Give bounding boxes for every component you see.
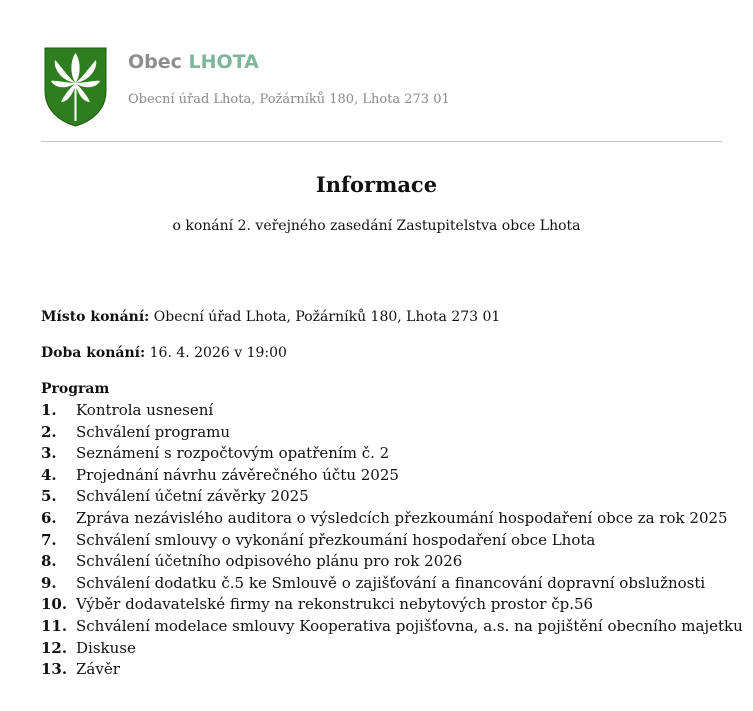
program-item-number: 2.	[41, 422, 57, 441]
program-item-number: 1.	[41, 401, 57, 419]
program-item-number: 12.	[41, 638, 68, 657]
program-item	[41, 465, 743, 487]
program-item-text: Schválení modelace smlouvy Kooperativa pojišťovna, a.s. na pojištění obecního majetku	[76, 616, 743, 635]
org-name-main: LHOTA	[188, 51, 259, 73]
page-title: Informace	[315, 172, 438, 197]
program-item-number: 10.	[41, 595, 68, 614]
program-item-number: 4.	[41, 465, 57, 484]
program-item-number: 6.	[41, 508, 57, 527]
program-item-text: Schválení dodatku č.5 ke Smlouvě o zajišťování a financování dopravní obslužnosti	[76, 573, 706, 592]
program-list	[41, 400, 743, 681]
meeting-time	[41, 345, 287, 361]
program-item-number: 11.	[41, 616, 68, 635]
program-item-text: Seznámení s rozpočtovým opatřením č. 2	[76, 444, 390, 463]
program-item-text: Schválení účetního odpisového plánu pro rok 2026	[76, 552, 463, 571]
org-name	[128, 51, 259, 73]
meeting-time-value: 16. 4. 2026 v 19:00	[149, 345, 287, 361]
page-subtitle: o konání 2. veřejného zasedání Zastupitelstva obce Lhota	[172, 218, 581, 234]
program-item-text: Výběr dodavatelské firmy na rekonstrukci nebytových prostor čp.56	[76, 595, 594, 614]
program-item-number: 5.	[41, 487, 57, 506]
program-item-number: 7.	[41, 530, 57, 549]
program-item-text: Závěr	[76, 660, 120, 679]
program-item-text: Schválení smlouvy o vykonání přezkoumání hospodaření obce Lhota	[76, 530, 596, 549]
org-name-prefix: Obec	[128, 51, 182, 73]
program-item-text: Projednání návrhu závěrečného účtu 2025	[76, 465, 399, 484]
program-item-text: Schválení účetní závěrky 2025	[76, 487, 309, 506]
program-item-number: 3.	[41, 444, 57, 463]
program-item	[41, 486, 743, 508]
program-item	[41, 638, 743, 660]
program-item-number: 9.	[41, 573, 57, 592]
meeting-place	[41, 309, 500, 325]
program-item	[41, 508, 743, 530]
page-header	[44, 47, 724, 131]
program-item-text: Schválení programu	[76, 422, 231, 441]
program-item-text: Zpráva nezávislého auditora o výsledcích přezkoumání hospodaření obce za rok 2025	[76, 508, 728, 527]
header-divider	[41, 141, 722, 142]
program-item-text: Kontrola usnesení	[76, 401, 214, 419]
program-item	[41, 443, 743, 465]
meeting-place-label: Místo konání:	[41, 309, 150, 325]
program-item	[41, 594, 743, 616]
program-item	[41, 530, 743, 552]
program-item	[41, 422, 743, 444]
program-item	[41, 551, 743, 573]
program-item	[41, 400, 743, 422]
meeting-place-value: Obecní úřad Lhota, Požárníků 180, Lhota 273 01	[153, 309, 501, 325]
program-item-number: 13.	[41, 660, 68, 679]
program-item	[41, 573, 743, 595]
program-item-text: Diskuse	[76, 638, 136, 657]
program-item	[41, 616, 743, 638]
program-heading: Program	[41, 381, 110, 397]
program-item-number: 8.	[41, 552, 57, 571]
org-address: Obecní úřad Lhota, Požárníků 180, Lhota 273 01	[128, 92, 450, 107]
chestnut-leaf-shield-icon	[44, 47, 107, 127]
program-item	[41, 659, 743, 681]
meeting-time-label: Doba konání:	[41, 345, 146, 361]
